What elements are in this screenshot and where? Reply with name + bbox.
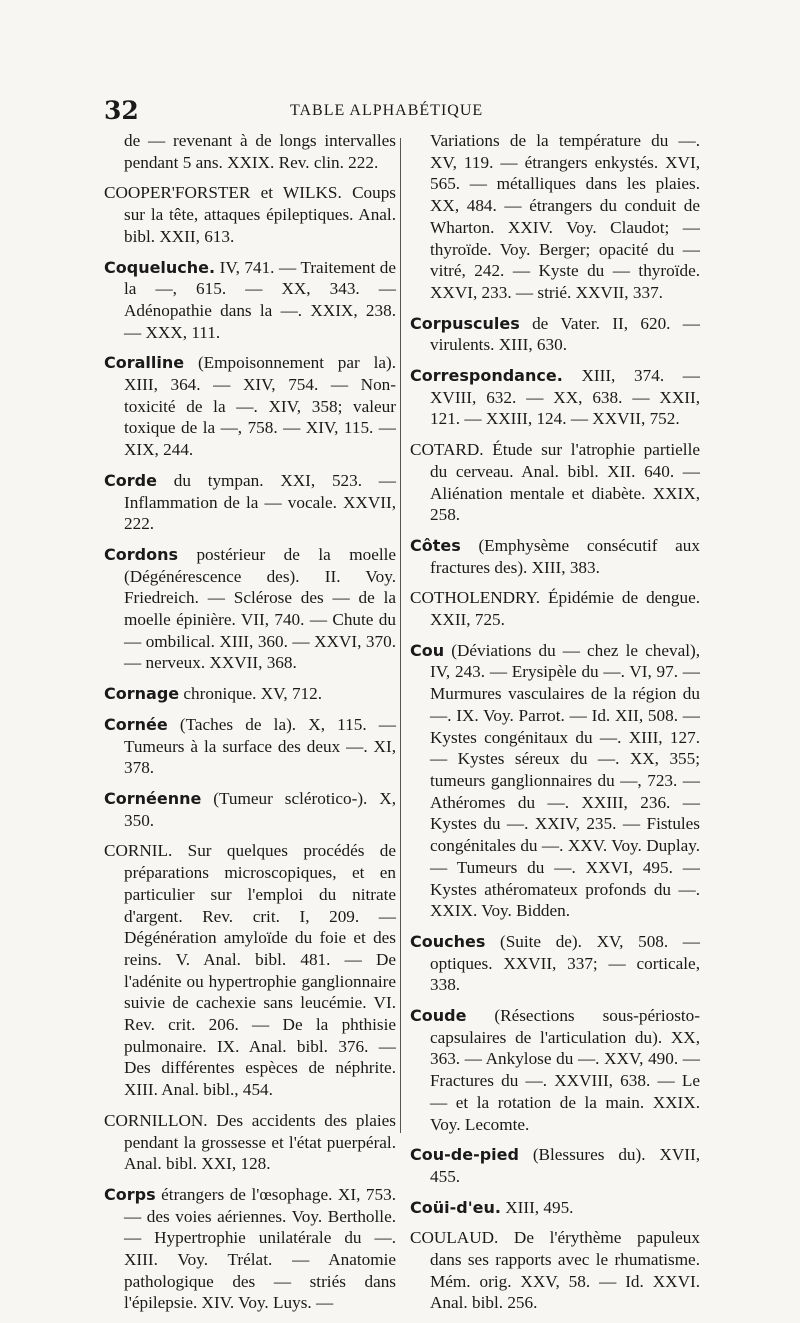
index-entry [104,182,396,247]
running-head: TABLE ALPHABÉTIQUE [290,102,484,119]
index-entry [104,840,396,1100]
entry-headword: COTHOLENDRY. [410,588,541,608]
entry-text: chronique. XV, 712. [179,684,323,704]
entry-headword: Corpuscules [410,313,520,333]
entry-headword: Coude [410,1006,467,1026]
entry-text: de — revenant à de longs intervalles pendant 5 ans. XXIX. Rev. clin. 222. [124,131,396,172]
entry-text: IV, 741. — Traitement de la —, 615. — XX, 343. — Adénopathie dans la —. XXIX, 238. — XXX, 111. [124,257,396,342]
entry-headword: COTARD. [410,440,484,460]
index-entry [104,130,396,173]
entry-headword: CORNIL. [104,841,173,861]
entry-headword: Cornéenne [104,788,202,808]
entry-text: De l'érythème papuleux dans ses rapports avec le rhumatisme. Mém. orig. XXV, 58. — Id. XXVI. Anal. bibl. 256. [430,1228,700,1313]
entry-text: Coups sur la tête, attaques épileptiques. Anal. bibl. XXII, 613. [124,183,396,246]
entry-headword: Corde [104,470,157,490]
index-entry [410,1144,700,1187]
index-entry [104,470,396,535]
page-number: 32 [104,96,139,125]
index-entry [410,587,700,630]
entry-text: postérieur de la moelle (Dégénérescence des). II. Voy. Friedreich. — Sclérose des — de la moelle épinière. VII, 740. — Chute du — ombilical. XIII, 360. — XXVI, 370. — nerveux. XXVII, 368. [124,544,396,673]
entry-text: Étude sur l'atrophie partielle du cerveau. Anal. bibl. XII. 640. — Aliénation mentale et diabète. XXIX, 258. [430,440,700,525]
index-entry [410,313,700,356]
index-entry [104,544,396,674]
entry-text: (Tumeur sclérotico-). X, 350. [124,788,396,830]
index-entry [410,931,700,996]
index-entry [410,1197,700,1219]
entry-text: XIII, 495. [500,1197,574,1217]
entry-headword: COOPER'FORSTER et WILKS. [104,183,342,203]
entry-text: Sur quelques procédés de préparations microscopiques, et en particulier sur l'emploi du nitrate d'argent. Rev. crit. I, 209. — Dégénération amyloïde du foie et des reins. V. Anal. bibl. 481. — De l'adénite ou hypertrophie ganglionnaire suivie de cachexie sans leucémie. VI. Rev. crit. 206. — De la phthisie pulmonaire. IX. Anal. bibl. 376. — Des différentes espèces de néphrite. XIII. Anal. bibl., 454. [124,841,396,1100]
entry-text: (Blessures du). XVII, 455. [430,1145,700,1186]
entry-headword: Cornée [104,714,168,734]
entry-headword: Cou [410,640,445,660]
entry-headword: COULAUD. [410,1228,499,1248]
index-entry [410,130,700,304]
index-entry [104,257,396,344]
index-entry [410,1227,700,1314]
entry-text: Épidémie de dengue. XXII, 725. [430,588,700,630]
entry-headword: Couches [410,931,486,951]
entry-text: étrangers de l'œsophage. XI, 753. — des voies aériennes. Voy. Bertholle. — Hypertrophie unilatérale du —. XIII. Voy. Trélat. — Anatomie pathologique des — striés dans l'épilepsie. XIV. Voy. Luys. — [124,1184,396,1313]
entry-text: Des accidents des plaies pendant la grossesse et l'état puerpéral. Anal. bibl. XXI, 128. [124,1110,396,1174]
index-entry [104,1184,396,1314]
index-entry [410,439,700,526]
entry-headword: CORNILLON. [104,1110,208,1130]
entry-headword: Cordons [104,544,178,564]
index-entry [410,640,700,922]
right-column [410,130,700,1323]
entry-headword: Coralline [104,353,185,373]
entry-text: (Empoisonnement par la). XIII, 364. — XIV, 754. — Non-toxicité de la —. XIV, 358; valeur toxique de la —, 758. — XIV, 115. — XIX, 244. [124,353,396,460]
entry-headword: Coüi-d'eu. [410,1197,501,1217]
column-divider [400,138,401,1133]
index-entry [104,683,396,705]
index-entry [410,365,700,430]
index-entry [104,352,396,461]
index-entry [104,788,396,831]
entry-text: Variations de la température du —. XV, 119. — étrangers enkystés. XVI, 565. — métalliques dans les plaies. XX, 484. — étrangers du conduit de Wharton. XXIV. Voy. Claudot; — thyroïde. Voy. Berger; opacité du — vitré, 242. — Kyste du — thyroïde. XXVI, 233. — strié. XXVII, 337. [430,131,700,302]
entry-headword: Cou-de-pied [410,1145,519,1165]
entry-headword: Côtes [410,535,461,555]
entry-text: du tympan. XXI, 523. — Inflammation de la — vocale. XXVII, 222. [124,470,396,534]
entry-headword: Correspondance. [410,366,563,386]
entry-text: (Déviations du — chez le cheval), IV, 243. — Erysipèle du —. VI, 97. — Murmures vasculaires de la région du —. IX. Voy. Parrot. — Id. XII, 508. — Kystes congénitaux du —. XIII, 127. — Kystes séreux du —. XX, 355; tumeurs ganglionnaires du —, 723. — Athéromes du —. XXIII, 236. — Kystes du —. XXIV, 235. — Fistules congénitales du —. XXV. Voy. Duplay. — Tumeurs du —. XXVI, 495. — Kystes athéromateux profonds du —. XXIX. Voy. Bidden. [430,640,700,921]
index-entry [104,714,396,779]
entry-text: XIII, 374. — XVIII, 632. — XX, 638. — XXII, 121. — XXIII, 124. — XXVII, 752. [430,366,700,429]
entry-text: (Suite de). XV, 508. — optiques. XXVII, 337; — corticale, 338. [430,931,700,995]
index-entry [410,1005,700,1135]
entry-text: (Résections sous-périosto-capsulaires de l'articulation du). XX, 363. — Ankylose du —. XXV, 490. — Fractures du —. XXVIII, 638. — Le — et la rotation de la main. XXIX. Voy. Lecomte. [430,1006,700,1134]
index-entry [104,1110,396,1175]
entry-text: (Taches de la). X, 115. — Tumeurs à la surface des deux —. XI, 378. [124,714,396,778]
entry-text: (Emphysème consécutif aux fractures des). XIII, 383. [430,535,700,577]
index-entry [410,535,700,578]
entry-headword: Coqueluche. [104,257,216,277]
left-column [104,130,396,1323]
entry-headword: Corps [104,1184,156,1204]
entry-headword: Cornage [104,684,180,704]
entry-text: de Vater. II, 620. — virulents. XIII, 630. [430,313,700,355]
